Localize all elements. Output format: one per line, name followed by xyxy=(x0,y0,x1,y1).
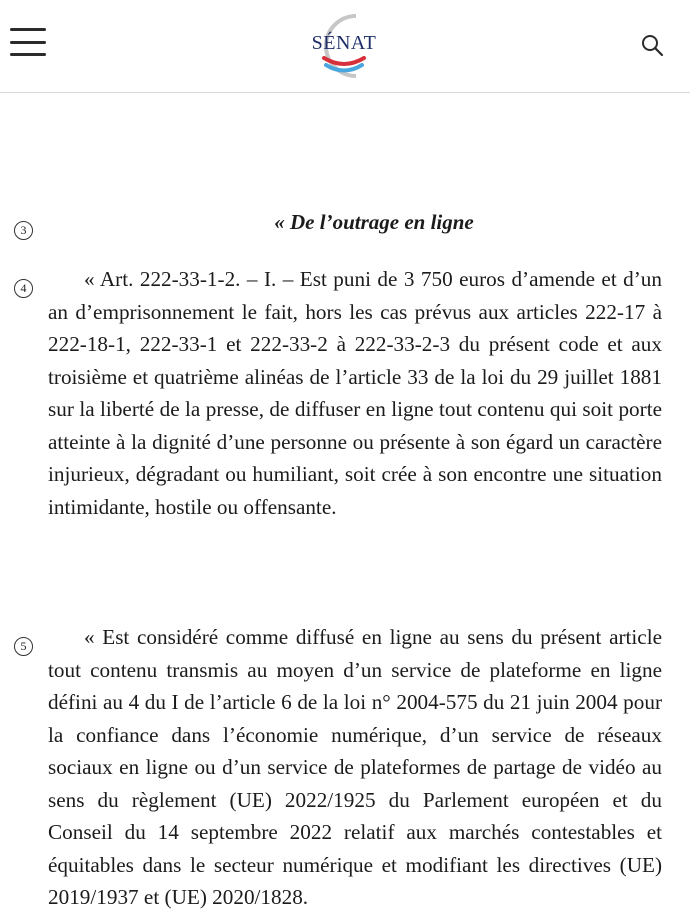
paragraph-number: 5 xyxy=(14,637,33,656)
logo-text: SÉNAT xyxy=(311,32,377,54)
menu-line xyxy=(10,28,46,31)
paragraph-number: 4 xyxy=(14,279,33,298)
section-title: « De l’outrage en ligne xyxy=(274,210,474,234)
article-paragraph: « Art. 222-33-1-2. – I. – Est puni de 3 750 euros d’amende et d’un an d’emprisonnement le fait, hors les cas prévus aux articles 222-17 à 222-18-1, 222-33-1 et 222-33-2 à 222-33-2-3 du présent code et aux troisième et quatrième alinéas de l’article 33 de la loi du 29 juillet 1881 sur la liberté de la presse, de diffuser en ligne tout contenu qui soit porte atteinte à la dignité d’une personne ou présente à son égard un caractère injurieux, dégradant ou humiliant, soit crée à son encontre une situation intimidante, hostile ou offensante. xyxy=(48,267,662,519)
site-header xyxy=(0,0,690,93)
hamburger-menu-icon[interactable] xyxy=(10,28,46,56)
article-paragraph: « Est considéré comme diffusé en ligne au sens du présent article tout contenu transmis au moyen d’un service de plateforme en ligne défini au 4 du I de l’article 6 de la loi n° 2004-575 du 21 juin 2004 pour la confiance dans l’économie numérique, d’un service de réseaux sociaux en ligne ou d’un service de plateformes de partage de vidéo au sens du règlement (UE) 2022/1925 du Parlement européen et du Conseil du 14 septembre 2022 relatif aux marchés contestables et équitables dans le secteur numérique et modifiant les directives (UE) 2019/1937 et (UE) 2020/1828. xyxy=(48,625,662,909)
search-icon[interactable] xyxy=(640,33,664,57)
senat-logo[interactable] xyxy=(294,6,394,86)
paragraph-number: 3 xyxy=(14,221,33,240)
menu-line xyxy=(10,53,46,56)
menu-line xyxy=(10,41,46,44)
